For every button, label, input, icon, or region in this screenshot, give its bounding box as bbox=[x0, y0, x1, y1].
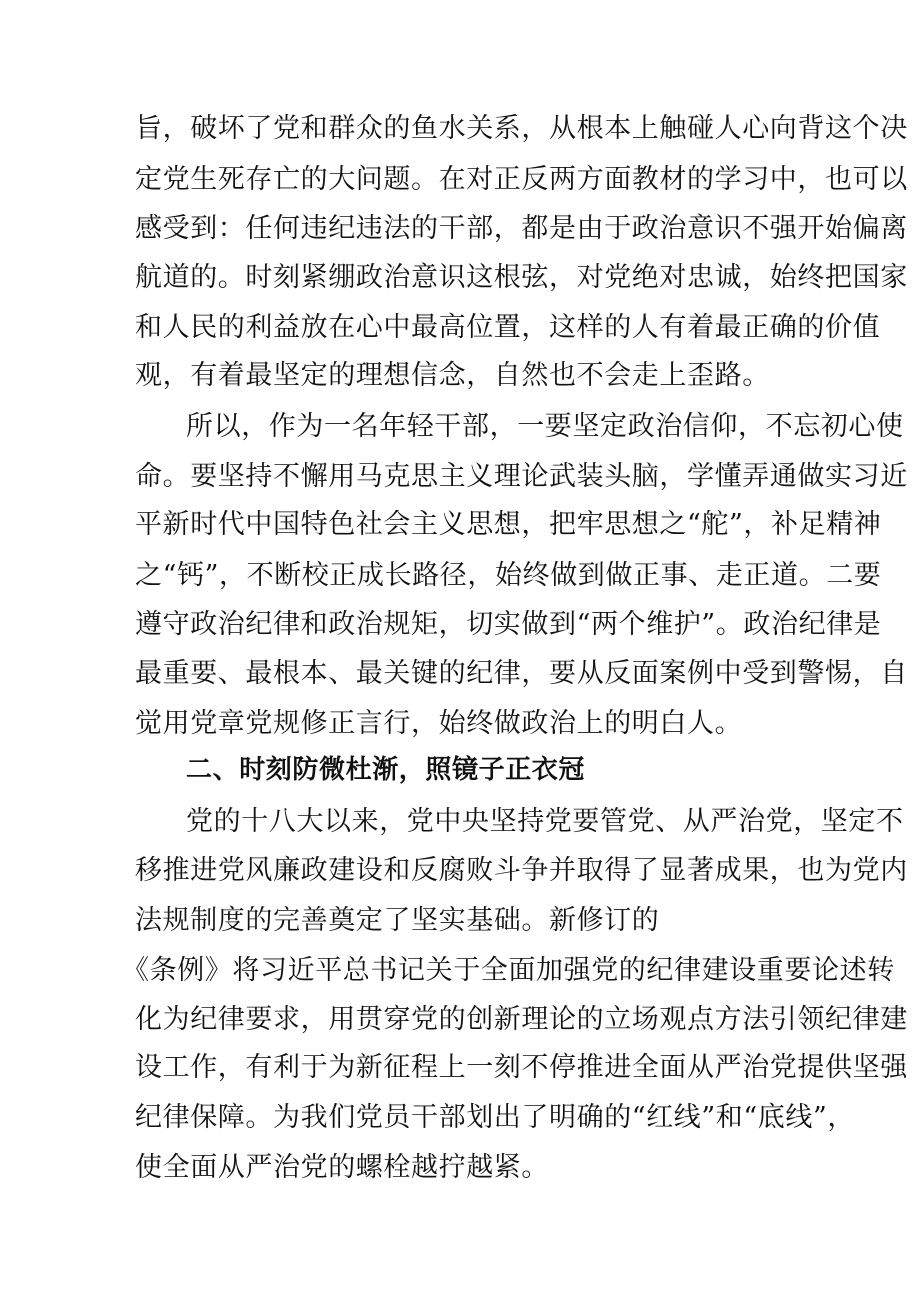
text-line: 命。要坚持不懈用马克思主义理论武装头脑，学懂弄通做实习近 bbox=[135, 461, 908, 492]
text-line: 移推进党风廉政建设和反腐败斗争并取得了显著成果，也为党内 bbox=[135, 855, 908, 886]
text-line: 定党生死存亡的大问题。在对正反两方面教材的学习中，也可以 bbox=[135, 164, 908, 195]
text-line: 法规制度的完善奠定了坚实基础。新修订的 bbox=[135, 905, 660, 936]
text-line: 平新时代中国特色社会主义思想，把牢思想之“舵”，补足精神 bbox=[135, 509, 882, 540]
text-line: 航道的。时刻紧绷政治意识这根弦，对党绝对忠诚，始终把国家 bbox=[135, 262, 908, 293]
text-line: 设工作，有利于为新征程上一刻不停推进全面从严治党提供坚强 bbox=[135, 1052, 908, 1083]
text-line: 感受到：任何违纪违法的干部，都是由于政治意识不强开始偏离 bbox=[135, 213, 908, 244]
text-line: 使全面从严治党的螺栓越拧越紧。 bbox=[135, 1152, 549, 1183]
text-line: 和人民的利益放在心中最高位置，这样的人有着最正确的价值 bbox=[135, 312, 881, 343]
text-line: 纪律保障。为我们党员干部划出了明确的“红线”和“底线”， bbox=[135, 1102, 856, 1133]
text-line: 观，有着最坚定的理想信念，自然也不会走上歪路。 bbox=[135, 360, 770, 391]
paragraph-first-line: 所以，作为一名年轻干部，一要坚定政治信仰，不忘初心使 bbox=[186, 411, 904, 442]
text-line: 化为纪律要求，用贯穿党的创新理论的立场观点方法引领纪律建 bbox=[135, 1004, 908, 1035]
text-line: 遵守政治纪律和政治规矩，切实做到“两个维护”。政治纪律是 bbox=[135, 609, 882, 640]
text-line: 旨，破坏了党和群众的鱼水关系，从根本上触碰人心向背这个决 bbox=[135, 113, 908, 144]
text-line: 最重要、最根本、最关键的纪律，要从反面案例中受到警惕，自 bbox=[135, 658, 908, 689]
text-line: 觉用党章党规修正言行，始终做政治上的明白人。 bbox=[135, 708, 743, 739]
section-heading: 二、时刻防微杜渐，照镜子正衣冠 bbox=[186, 755, 586, 785]
text-line: 《条例》将习近平总书记关于全面加强党的纪律建设重要论述转 bbox=[122, 955, 895, 986]
paragraph-first-line: 党的十八大以来，党中央坚持党要管党、从严治党，坚定不 bbox=[186, 806, 904, 837]
text-line: 之“钙”，不断校正成长路径，始终做到做正事、走正道。二要 bbox=[135, 560, 882, 591]
